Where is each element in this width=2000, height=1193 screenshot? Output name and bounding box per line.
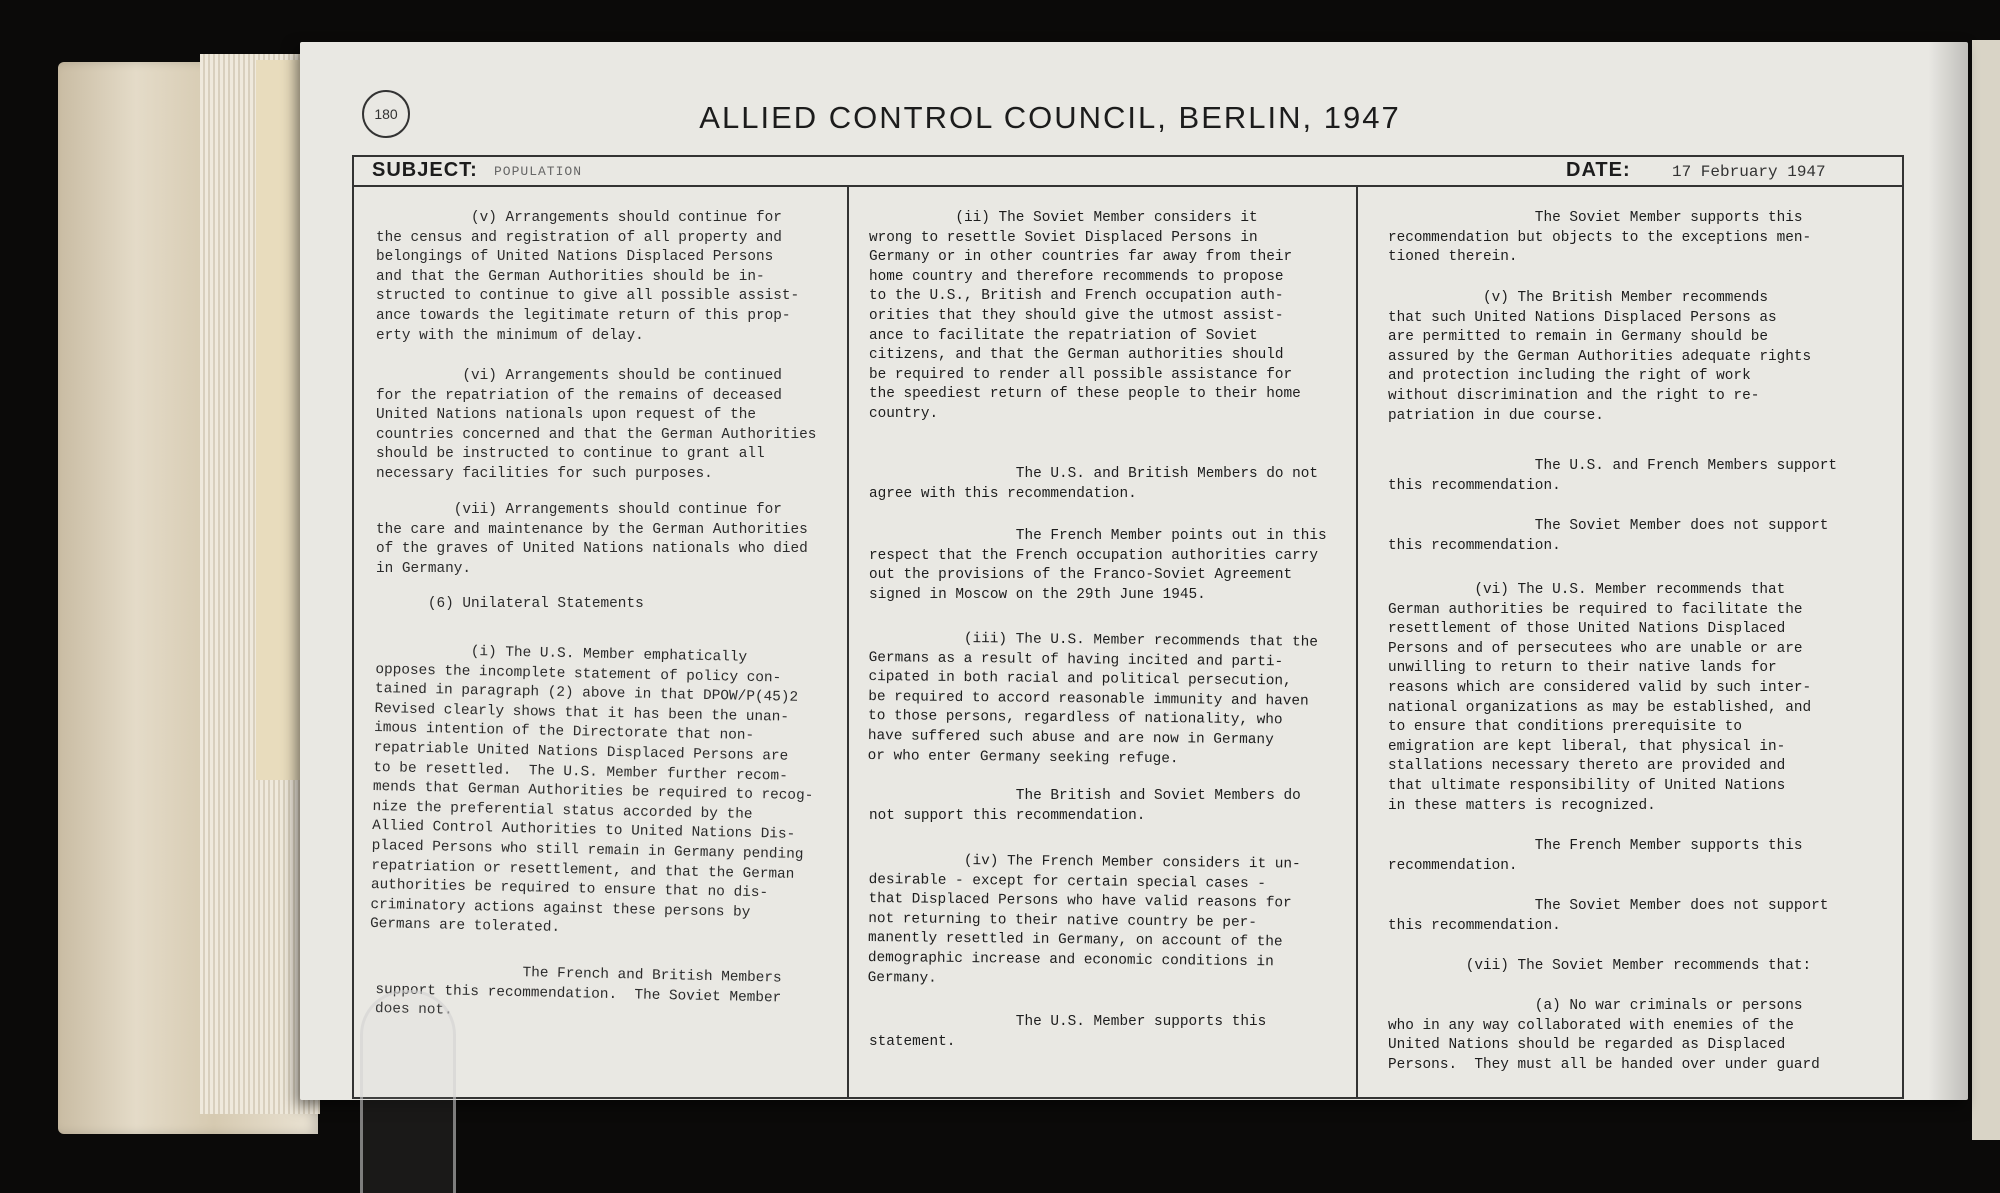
paragraph: (i) The U.S. Member emphatically opposes the incomplete statement of policy con- tained in paragraph (2) above in that DPOW/P(45)2 Revised clearly shows that it has been the unan- imous intention of the Directorate that non- repatriable United Nations Displaced Persons are to be resettled. The U.S. Member further recom- mends that German Authorities be required to recog- nize the preferential status accorded by the Allied Control Authorities to United Nations Dis- placed Persons who still remain in Germany pending repatriation or resettlement, and that the German authorities be required to ensure that no dis- criminatory actions against these persons by Germans are tolerated. [369, 641, 814, 937]
paragraph: (a) No war criminals or persons who in any way collaborated with enemies of the United Nations should be regarded as Displaced Persons. They must all be handed over under guard [1388, 998, 1820, 1073]
column-3 [1358, 187, 1902, 1097]
paragraph: (vii) Arrangements should continue for the care and maintenance by the German Authorities of the graves of United Nations nationals who died in Germany. [376, 502, 808, 577]
page-title: ALLIED CONTROL COUNCIL, BERLIN, 1947 [699, 100, 1401, 135]
book-stand [360, 990, 456, 1193]
paragraph: The French and British Members support this recommendation. The Soviet Member does not. [374, 961, 782, 1019]
paragraph: The Soviet Member does not support this recommendation. [1388, 518, 1829, 554]
subject-bar [354, 157, 1902, 187]
date-value: 17 February 1947 [1672, 163, 1826, 181]
page-number: 180 [362, 90, 410, 138]
paragraph: (vi) The U.S. Member recommends that German authorities be required to facilitate the resettlement of those United Nations Displaced Persons and of persecutees who are unable or are unwilling to return to their native lands for reasons which are considered valid by such inter- national organizations as may be established, and to ensure that conditions prerequisite to emigration are kept liberal, that physical in- stallations necessary thereto are provided and that ultimate responsibility of United Nations in these matters is recognized. [1388, 582, 1812, 814]
document-page [300, 42, 1968, 1100]
paragraph: The U.S. and French Members support this recommendation. [1388, 458, 1838, 494]
paragraph: (vii) The Soviet Member recommends that: [1388, 958, 1812, 974]
paragraph: The U.S. and British Members do not agree with this recommendation. [869, 466, 1319, 502]
page-shadow [1928, 42, 1968, 1100]
paragraph: (v) The British Member recommends that such United Nations Displaced Persons as are permitted to remain in Germany should be assured by the German Authorities adequate rights and protection including the right of work without discrimination and the right to re- patriation in due course. [1388, 290, 1812, 424]
paragraph: The Soviet Member supports this recommendation but objects to the exceptions men- tioned therein. [1388, 210, 1812, 266]
column-1 [354, 187, 849, 1097]
paragraph: The British and Soviet Members do not support this recommendation. [869, 788, 1301, 824]
paragraph: (iii) The U.S. Member recommends that the Germans as a result of having incited and parti- cipated in both racial and political persecution, be required to accord reasonable immunity and haven to those persons, regardless of nationality, who have suffered such abuse and are now in Germany or who enter Germany seeking refuge. [867, 629, 1319, 767]
paragraph: The French Member supports this recommendation. [1388, 838, 1803, 874]
paragraph: (v) Arrangements should continue for the census and registration of all property and belongings of United Nations Displaced Persons and that the German Authorities should be in- structed to continue to give all possible assist- ance towards the legitimate return of this prop- erty with the minimum of delay. [376, 210, 800, 344]
paragraph: The Soviet Member does not support this recommendation. [1388, 898, 1829, 934]
facing-page-edge [1972, 40, 2000, 1140]
paragraph: (vi) Arrangements should be continued for the repatriation of the remains of deceased United Nations nationals upon request of the countries concerned and that the German Authorities should be instructed to continue to grant all necessary facilities for such purposes. [376, 368, 817, 482]
subject-label: SUBJECT: [372, 159, 478, 181]
section-heading: (6) Unilateral Statements [376, 596, 644, 612]
subject-value: POPULATION [494, 164, 583, 179]
paragraph: (iv) The French Member considers it un- desirable - except for certain special cases - that Displaced Persons who have valid reasons for not returning to their native country be per- manently resettled in Germany, on account of the demographic increase and economic conditions in Germany. [867, 851, 1301, 987]
document-frame [352, 155, 1904, 1099]
paragraph: (ii) The Soviet Member considers it wrong to resettle Soviet Displaced Persons in Germany or in other countries far away from their home country and therefore recommends to propose to the U.S., British and French occupation auth- orities that they should give the utmost assist- ance to facilitate the repatriation of Soviet citizens, and that the German authorities should be required to render all possible assistance for the speediest return of these people to their home country. [869, 210, 1301, 422]
paragraph: The U.S. Member supports this statement. [869, 1014, 1267, 1050]
date-label: DATE: [1566, 159, 1631, 181]
column-2 [849, 187, 1358, 1097]
paragraph: The French Member points out in this respect that the French occupation authorities carry out the provisions of the Franco-Soviet Agreement signed in Moscow on the 29th June 1945. [869, 528, 1327, 603]
